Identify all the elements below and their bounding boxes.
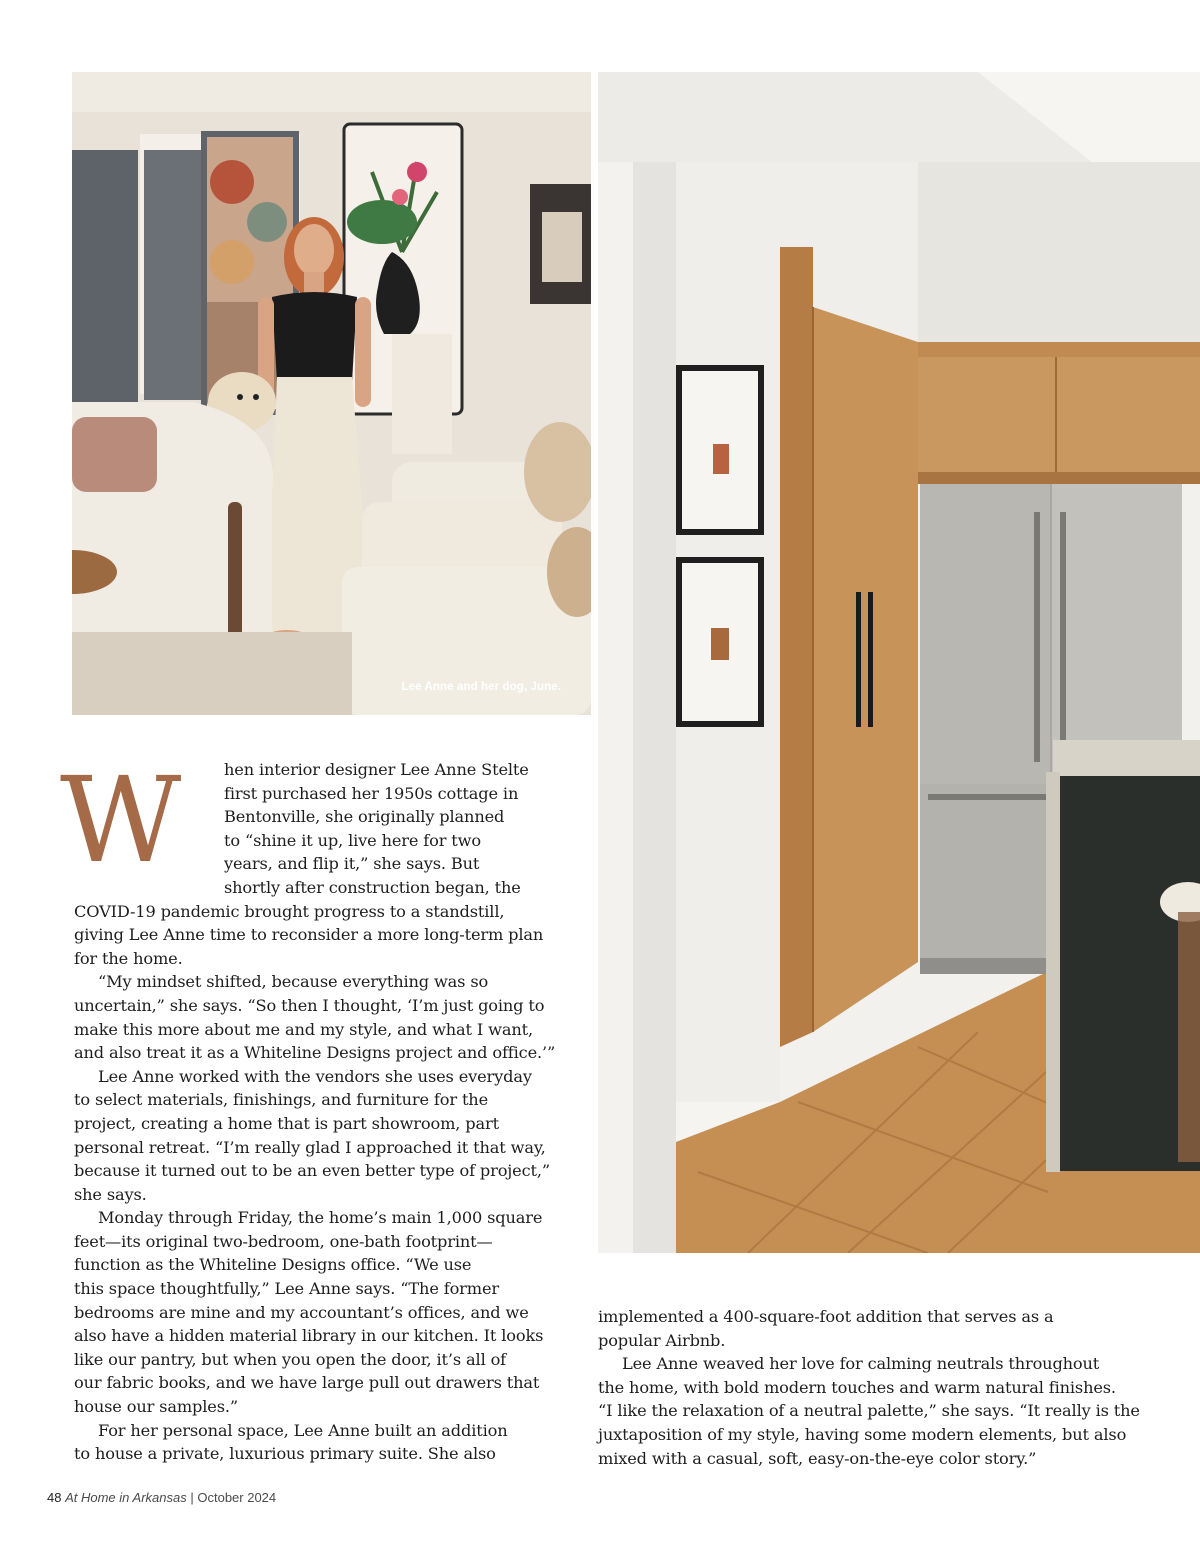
paragraph (74, 1419, 544, 1466)
portrait-photo (72, 72, 591, 715)
text-line: the home, with bold modern touches and warm natural finishes. (598, 1377, 1116, 1397)
text-line: to select materials, finishings, and furniture for the (74, 1090, 489, 1110)
text-line: Monday through Friday, the home’s main 1,000 square (98, 1208, 543, 1228)
text-line: years, and flip it,” she says. But (224, 854, 480, 874)
text-line: “My mindset shifted, because everything was so (98, 972, 489, 992)
text-line: mixed with a casual, soft, easy-on-the-eye color story.” (598, 1448, 1037, 1468)
paragraph (74, 970, 556, 1064)
text-line: project, creating a home that is part showroom, part (74, 1113, 499, 1133)
text-line: feet—its original two-bedroom, one-bath footprint— (74, 1231, 493, 1251)
drop-cap: W (60, 751, 182, 889)
page-number: 48 (47, 1490, 62, 1505)
text-line: popular Airbnb. (598, 1330, 726, 1350)
text-line: Lee Anne worked with the vendors she uses everyday (98, 1066, 532, 1086)
text-line: implemented a 400-square-foot addition that serves as a (598, 1307, 1054, 1326)
kitchen-photo-illustration (598, 72, 1200, 1253)
text-line: to “shine it up, live here for two (224, 830, 481, 850)
paragraph (74, 1065, 551, 1207)
text-line: our fabric books, and we have large pull out drawers that (74, 1373, 540, 1393)
text-line: hen interior designer Lee Anne Stelte (224, 760, 529, 779)
text-line: make this more about me and my style, and what I want, (74, 1019, 533, 1039)
text-line: because it turned out to be an even better type of project,” (74, 1161, 551, 1181)
text-line: house our samples.” (74, 1397, 238, 1417)
article-column-left (60, 751, 556, 1466)
text-line: shortly after construction began, the (224, 877, 521, 897)
text-line: Bentonville, she originally planned (224, 807, 505, 827)
text-line: to house a private, luxurious primary suite. She also (74, 1444, 496, 1464)
article-column-right (598, 1305, 1138, 1470)
text-line: also have a hidden material library in our kitchen. It looks (74, 1326, 544, 1346)
text-line: For her personal space, Lee Anne built an addition (98, 1420, 508, 1440)
paragraph (598, 1305, 1138, 1352)
text-line: Lee Anne weaved her love for calming neutrals throughout (622, 1354, 1100, 1374)
text-line: she says. (74, 1184, 147, 1204)
text-line: giving Lee Anne time to reconsider a more long-term plan (74, 925, 544, 945)
paragraph (598, 1352, 1138, 1470)
issue-date: October 2024 (197, 1490, 277, 1505)
page-folio (47, 1490, 276, 1505)
text-line: “I like the relaxation of a neutral palette,” she says. “It really is the (598, 1401, 1140, 1421)
opening-paragraph (60, 751, 544, 970)
paragraph (74, 1206, 544, 1418)
text-line: personal retreat. “I’m really glad I approached it that way, (74, 1137, 546, 1157)
text-line: juxtaposition of my style, having some modern elements, but also (598, 1424, 1127, 1444)
text-line: COVID-19 pandemic brought progress to a standstill, (74, 901, 505, 921)
portrait-photo-illustration (72, 72, 591, 715)
folio-separator: | (190, 1490, 194, 1505)
text-line: uncertain,” she says. “So then I thought, ‘I’m just going to (74, 995, 545, 1015)
text-line: first purchased her 1950s cottage in (224, 783, 519, 803)
magazine-title: At Home in Arkansas (65, 1490, 187, 1505)
text-line: for the home. (74, 948, 183, 968)
text-line: and also treat it as a Whiteline Designs project and office.’” (74, 1043, 556, 1063)
text-line: this space thoughtfully,” Lee Anne says. “The former (74, 1279, 499, 1299)
kitchen-photo (598, 72, 1200, 1253)
text-line: bedrooms are mine and my accountant’s offices, and we (74, 1302, 529, 1322)
photo-caption: Lee Anne and her dog, June. (401, 681, 561, 693)
text-line: function as the Whiteline Designs office. “We use (74, 1255, 472, 1275)
text-line: like our pantry, but when you open the door, it’s all of (74, 1349, 507, 1369)
